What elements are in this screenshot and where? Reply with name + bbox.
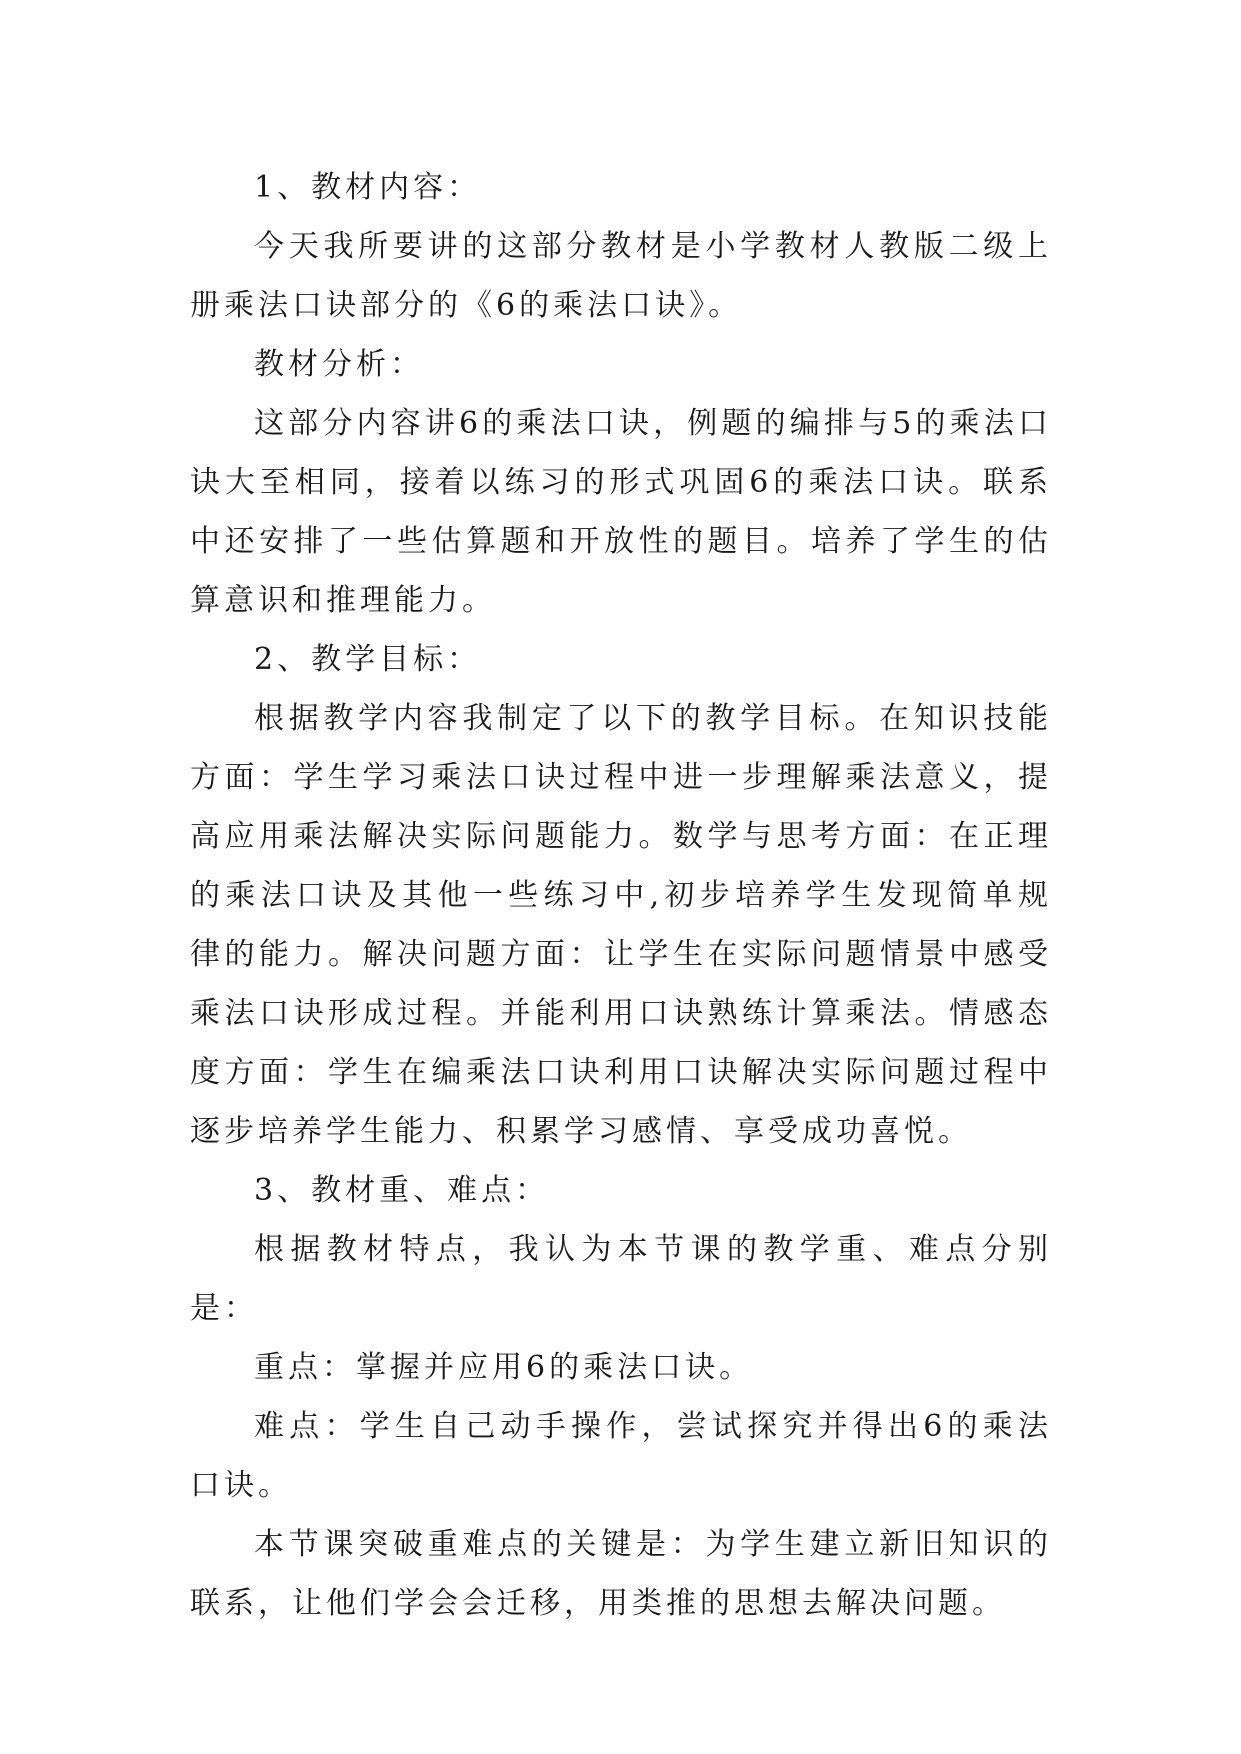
document-body	[190, 158, 1052, 1633]
paragraph-teaching-goals: 根据教学内容我制定了以下的教学目标。在知识技能方面：学生学习乘法口诀过程中进一步理解乘法意义，提高应用乘法解决实际问题能力。数学与思考方面：在正理的乘法口诀及其他一些练习中,初步培养学生发现简单规律的能力。解决问题方面：让学生在实际问题情景中感受乘法口诀形成过程。并能利用口诀熟练计算乘法。情感态度方面：学生在编乘法口诀利用口诀解决实际问题过程中逐步培养学生能力、积累学习感情、享受成功喜悦。	[190, 701, 1052, 1149]
paragraph-materials-analysis: 这部分内容讲6的乘法口诀，例题的编排与5的乘法口诀大至相同，接着以练习的形式巩固6的乘法口诀。联系中还安排了一些估算题和开放性的题目。培养了学生的估算意识和推理能力。	[190, 406, 1052, 618]
heading-key-difficult-points: 3、教材重、难点：	[254, 1173, 550, 1208]
paragraph-key-point: 重点：掌握并应用6的乘法口诀。	[254, 1350, 754, 1385]
heading-teaching-goals: 2、教学目标：	[254, 642, 482, 677]
paragraph-difficult-point: 难点：学生自己动手操作，尝试探究并得出6的乘法口诀。	[190, 1409, 1052, 1503]
paragraph-materials-intro: 今天我所要讲的这部分教材是小学教材人教版二级上册乘法口诀部分的《6的乘法口诀》。	[190, 229, 1052, 323]
heading-teaching-materials: 1、教材内容：	[254, 170, 482, 205]
paragraph-key-points-intro: 根据教材特点，我认为本节课的教学重、难点分别是：	[190, 1232, 1052, 1326]
paragraph-breakthrough-key: 本节课突破重难点的关键是：为学生建立新旧知识的联系，让他们学会会迁移，用类推的思想去解决问题。	[190, 1527, 1052, 1621]
heading-materials-analysis: 教材分析：	[254, 347, 424, 382]
